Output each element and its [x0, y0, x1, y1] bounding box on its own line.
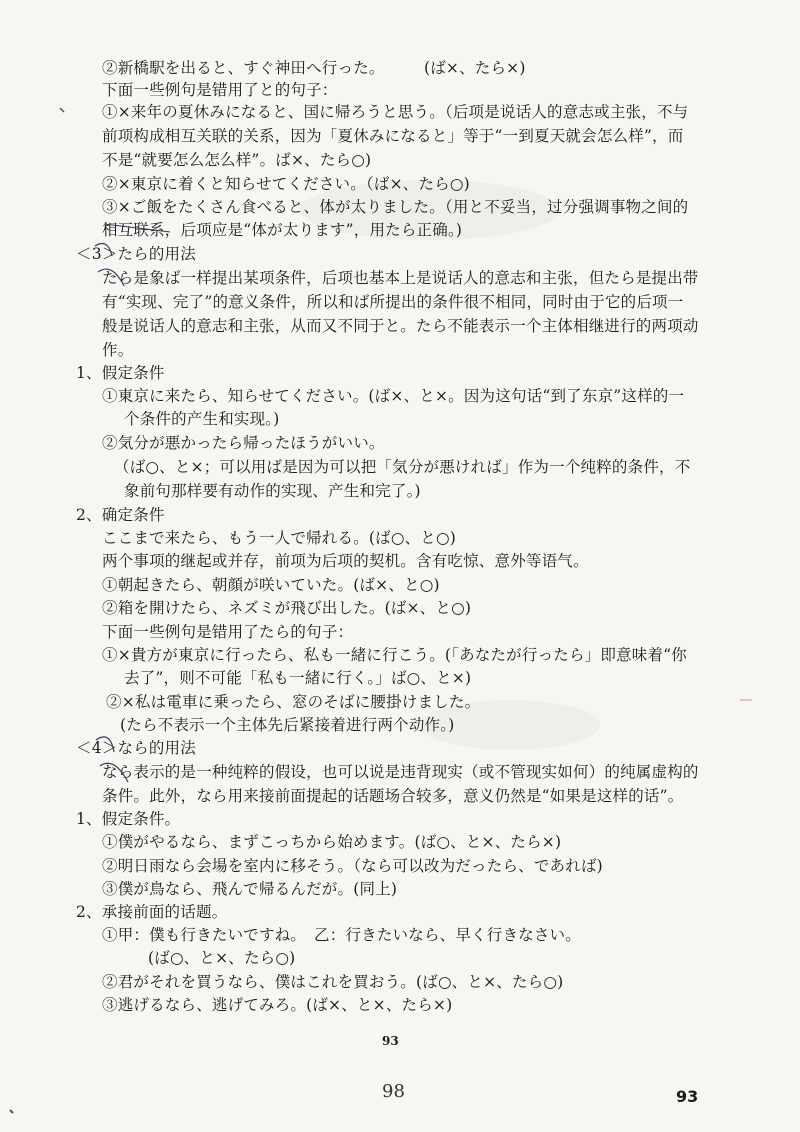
- text-line: ①朝起きたら、朝顔が咲いていた。(ば×、と○): [102, 576, 440, 594]
- section-heading: ＜4＞なら的用法: [76, 739, 196, 757]
- text-line: 象前句那样要有动作的实现、产生和完了。): [124, 482, 421, 500]
- text-line: ③逃げるなら、逃げてみろ。(ば×、と×、たら×): [102, 996, 453, 1014]
- text-line: ②×私は電車に乗ったら、窓のそばに腰掛けました。: [106, 693, 481, 711]
- text-line: 下面一些例句是错用了と的句子：: [102, 81, 338, 99]
- text-line: ①東京に来たら、知らせてください。(ば×、と×。因为这句话“到了东京”这样的一: [102, 387, 685, 405]
- text-line: ③僕が鳥なら、飛んで帰るんだが。(同上): [102, 880, 398, 898]
- book-page-number: 93: [382, 1034, 399, 1048]
- text-line: ①×貴方が東京に行ったら、私も一緒に行こう。(「あなたが行ったら」即意味着“你: [102, 646, 688, 664]
- text-line: 下面一些例句是错用了たら的句子：: [102, 623, 354, 641]
- subsection-heading: 2、承接前面的话题。: [76, 903, 228, 921]
- text-line: ①甲：僕も行きたいですね。 乙：行きたいなら、早く行きなさい。: [102, 926, 581, 944]
- text-line: ②×東京に着くと知らせてください。（ば×、たら○): [102, 175, 470, 193]
- text-line: ここまで来たら、もう一人で帰れる。(ば○、と○): [102, 529, 456, 547]
- text-line: なら表示的是一种纯粹的假设，也可以说是违背现实（或不管现实如何）的纯属虚构的: [102, 763, 699, 781]
- text-line: 两个事项的继起或并存，前项为后项的契机。含有吃惊、意外等语气。: [102, 552, 589, 570]
- text-line: ③×ご飯をたくさん食べると、体が太りました。（用と不妥当，过分强调事物之间的: [102, 198, 689, 216]
- text-line: ①×来年の夏休みになると、国に帰ろうと思う。（后项是说话人的意志或主张，不与: [102, 103, 689, 121]
- text-line: 相互联系，后项应是“体が太ります”，用たら正确。): [102, 221, 463, 239]
- text-line: 般是说话人的意志和主张，从而又不同于と。たら不能表示一个主体相继进行的两项动: [102, 317, 699, 335]
- text-line: （ば○、と×；可以用ば是因为可以把「気分が悪ければ」作为一个纯粹的条件，不: [114, 458, 691, 476]
- text-line: 作。: [102, 341, 134, 359]
- subsection-heading: 1、假定条件: [76, 364, 165, 382]
- text-line: 有“实现、完了”的意义条件，所以和ば所提出的条件很不相同，同时由于它的后项一: [102, 293, 684, 311]
- text-line: ②君がそれを買うなら、僕はこれを買おう。(ば○、と×、たら○): [102, 973, 564, 991]
- text-line: ②新橋駅を出ると、すぐ神田へ行った。 (ば×、たら×): [102, 59, 526, 77]
- text-line: ②箱を開けたら、ネズミが飛び出した。(ば×、と○): [102, 599, 472, 617]
- corner-page-number: 93: [676, 1087, 699, 1106]
- subsection-heading: 2、确定条件: [76, 506, 165, 524]
- text-line: 前项构成相互关联的关系，因为「夏休みになると」等于“一到夏天就会怎么样”，而: [102, 127, 684, 145]
- text-line: 个条件的产生和实现。): [124, 410, 280, 428]
- text-line: (ば○、と×、たら○): [148, 949, 296, 967]
- text-line: ②明日雨なら会場を室内に移そう。（なら可以改为だったら、であれば): [102, 857, 603, 875]
- section-heading: ＜3＞たら的用法: [76, 245, 196, 263]
- text-line: (たら不表示一个主体先后紧接着进行两个动作。): [120, 716, 455, 734]
- text-line: 去了”，则不可能「私も一緒に行く。」ば○、と×): [124, 669, 472, 687]
- text-line: 条件。此外，なら用来接前面提起的话题场合较多，意义仍然是“如果是这样的话”。: [102, 787, 684, 805]
- text-line: 不是“就要怎么怎么样”。ば×、たら○): [102, 151, 372, 169]
- scan-page-number: 98: [382, 1081, 405, 1102]
- text-line: ②気分が悪かったら帰ったほうがいい。: [102, 434, 385, 452]
- text-line: ①僕がやるなら、まずこっちから始めます。(ば○、と×、たら×): [102, 833, 562, 851]
- text-line: たら是象ば一样提出某项条件，后项也基本上是说话人的意志和主张，但たら是提出带: [102, 269, 699, 287]
- subsection-heading: 1、假定条件。: [76, 810, 181, 828]
